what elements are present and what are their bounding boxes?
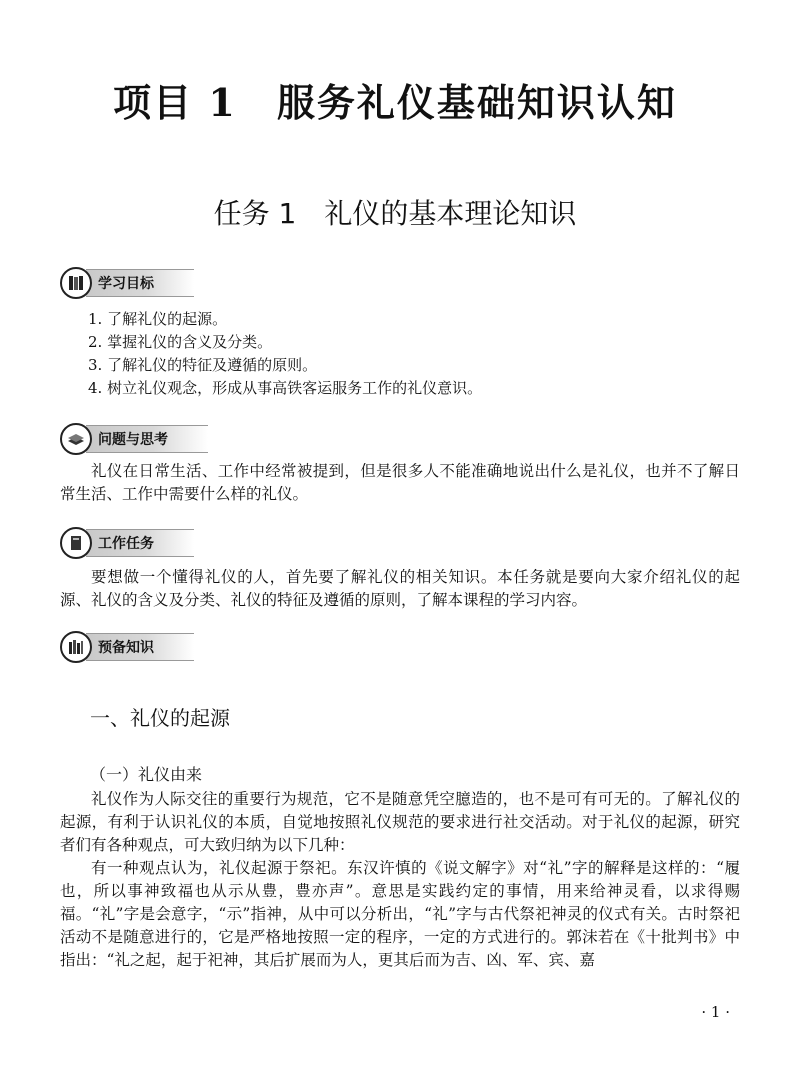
section-task-label: 工作任务: [86, 529, 194, 557]
section-goals-header: [60, 268, 194, 298]
question-paragraph: [60, 460, 740, 506]
section-goals-label: 学习目标: [86, 269, 194, 297]
goal-item: 4. 树立礼仪观念，形成从事高铁客运服务工作的礼仪意识。: [88, 379, 483, 397]
task-paragraph: [60, 566, 740, 612]
notebook-icon: [60, 527, 92, 559]
body-text: [60, 788, 740, 972]
body-paragraph: 有一种观点认为，礼仪起源于祭祀。东汉许慎的《说文解字》对“礼”字的解释是这样的：“履也，所以事神致福也从示从豊，豊亦声”。意思是实践约定的事情，用来给神灵看，以求得赐福。“礼”字是会意字，“示”指神，从中可以分析出，“礼”字与古代祭祀神灵的仪式有关。古时祭祀活动不是随意进行的，它是严格地按照一定的程序，一定的方式进行的。郭沫若在《十批判书》中指出：“礼之起，起于祀神，其后扩展而为人，更其后而为吉、凶、军、宾、嘉: [60, 859, 740, 969]
task-title: 任务 1 礼仪的基本理论知识: [213, 197, 577, 230]
section-question-header: [60, 424, 208, 454]
open-book-icon: [60, 423, 92, 455]
section-task-header: [60, 528, 194, 558]
question-text: 礼仪在日常生活、工作中经常被提到，但是很多人不能准确地说出什么是礼仪，也并不了解日常生活、工作中需要什么样的礼仪。: [60, 462, 740, 503]
section-prep-label: 预备知识: [86, 633, 194, 661]
goals-list: [88, 308, 482, 400]
goal-item: 3. 了解礼仪的特征及遵循的原则。: [88, 356, 318, 374]
body-paragraph: 礼仪作为人际交往的重要行为规范，它不是随意凭空臆造的，也不是可有可无的。了解礼仪的起源，有利于认识礼仪的本质，自觉地按照礼仪规范的要求进行社交活动。对于礼仪的起源，研究者们有各种观点，可大致归纳为以下几种：: [60, 790, 740, 854]
section-prep-header: [60, 632, 194, 662]
section-question-label: 问题与思考: [86, 425, 208, 453]
goal-item: 1. 了解礼仪的起源。: [88, 310, 228, 328]
task-text: 要想做一个懂得礼仪的人，首先要了解礼仪的相关知识。本任务就是要向大家介绍礼仪的起源、礼仪的含义及分类、礼仪的特征及遵循的原则，了解本课程的学习内容。: [60, 568, 740, 609]
page-number: · 1 ·: [701, 1003, 730, 1021]
heading-history: （一）礼仪由来: [90, 765, 203, 784]
goal-item: 2. 掌握礼仪的含义及分类。: [88, 333, 273, 351]
heading-origin: 一、礼仪的起源: [90, 706, 230, 730]
book-stack-icon: [60, 267, 92, 299]
project-title: 项目 1 服务礼仪基础知识认知: [113, 80, 677, 125]
books-icon: [60, 631, 92, 663]
